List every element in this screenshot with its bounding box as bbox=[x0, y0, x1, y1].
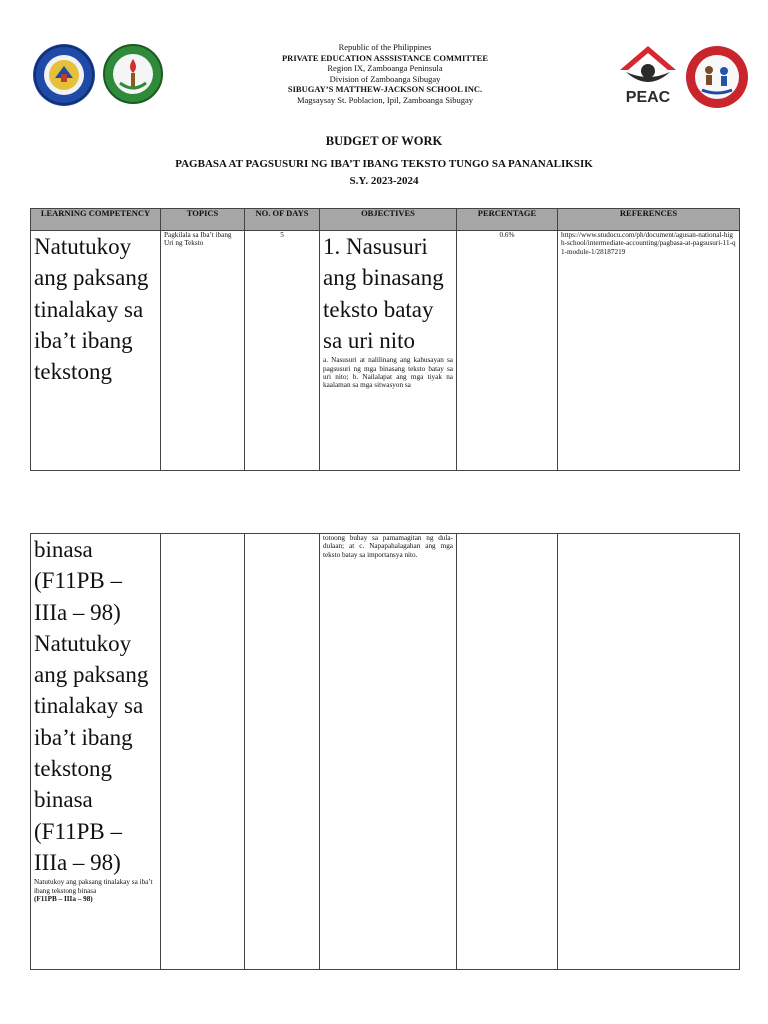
header-division: Division of Zamboanga Sibugay bbox=[329, 73, 441, 84]
kagawaran-ng-edukasyon-seal bbox=[33, 44, 95, 106]
topic-empty-cell bbox=[161, 534, 245, 970]
learning-competency-continued-cell bbox=[31, 534, 161, 970]
header-republic: Republic of the Philippines bbox=[338, 42, 432, 52]
budget-of-work-table-part1 bbox=[30, 208, 740, 471]
document-title: BUDGET OF WORK bbox=[325, 134, 443, 148]
subject-title: PAGBASA AT PAGSUSURI NG IBA’T IBANG TEKSTO TUNGO SA PANANALIKSIK bbox=[175, 158, 593, 170]
school-header bbox=[200, 42, 570, 106]
reference-cell: https://www.studocu.com/ph/document/agusan-national-high-school/intermediate-accounting/pagbasa-at-pagsusuri-11-q1-module-1/28187219 bbox=[558, 231, 740, 471]
days-empty-cell bbox=[245, 534, 320, 970]
header-references: REFERENCES bbox=[558, 209, 740, 231]
peac-logo-text: PEAC bbox=[625, 89, 671, 106]
budget-of-work-table-part2 bbox=[30, 533, 740, 970]
objective-detail: a. Nasusuri at nalilinang ang kahusayan sa pagsusuri ng mga binasang teksto batay sa uri nito; b. Nailalapat ang mga tiyak na kaalaman sa mga sitwasyon sa bbox=[323, 356, 453, 390]
header-region: Region IX, Zamboanga Peninsula bbox=[327, 63, 443, 74]
competency-continued: binasa (F11PB – IIIa – 98) Natutukoy ang paksang tinalakay sa iba’t ibang tekstong binasa (F11PB – IIIa – 98) bbox=[34, 537, 149, 875]
percentage-empty-cell bbox=[457, 534, 558, 970]
table-row bbox=[31, 534, 740, 970]
days-cell: 5 bbox=[245, 231, 320, 471]
header-address: Magsaysay St. Poblacion, Ipil, Zamboanga Sibugay bbox=[296, 94, 474, 105]
school-year: S.Y. 2023-2024 bbox=[349, 175, 419, 187]
objectives-continued-cell: totoong buhay sa pamamagitan ng dula-dulaan; at c. Napapahalagahan ang mga teksto batay sa importansya nito. bbox=[320, 534, 457, 970]
competency-small: Natutukoy ang paksang tinalakay sa iba’t ibang tekstong binasa bbox=[34, 878, 153, 895]
school-seal-graphic bbox=[684, 44, 750, 110]
header-topics: TOPICS bbox=[161, 209, 245, 231]
header-no-of-days: NO. OF DAYS bbox=[245, 209, 320, 231]
header-school-name: SIBUGAY’S MATTHEW-JACKSON SCHOOL INC. bbox=[287, 84, 483, 95]
sibugay-matthew-jackson-school-seal bbox=[684, 44, 750, 110]
header-learning-competency: LEARNING COMPETENCY bbox=[31, 209, 161, 231]
topic-cell: Pagkilala sa Iba’t ibang Uri ng Teksto bbox=[161, 231, 245, 471]
deped-seal-graphic bbox=[33, 44, 95, 106]
header-objectives: OBJECTIVES bbox=[320, 209, 457, 231]
deped-region-seal bbox=[102, 43, 164, 105]
objectives-cell bbox=[320, 231, 457, 471]
competency-code: (F11PB – IIIa – 98) bbox=[34, 895, 93, 904]
percentage-cell: 0.6% bbox=[457, 231, 558, 471]
table-header-row bbox=[31, 209, 740, 231]
learning-competency-cell: Natutukoy ang paksang tinalakay sa iba’t ibang tekstong bbox=[31, 231, 161, 471]
deped-region-seal-graphic bbox=[102, 43, 164, 105]
table-row bbox=[31, 231, 740, 471]
peac-logo-graphic bbox=[616, 44, 680, 92]
peac-logo bbox=[616, 44, 680, 108]
header-committee: PRIVATE EDUCATION ASSSISTANCE COMMITTEE bbox=[281, 52, 488, 63]
reference-empty-cell bbox=[558, 534, 740, 970]
objective-main: 1. Nasusuri ang binasang teksto batay sa uri nito bbox=[323, 234, 444, 353]
header-percentage: PERCENTAGE bbox=[457, 209, 558, 231]
